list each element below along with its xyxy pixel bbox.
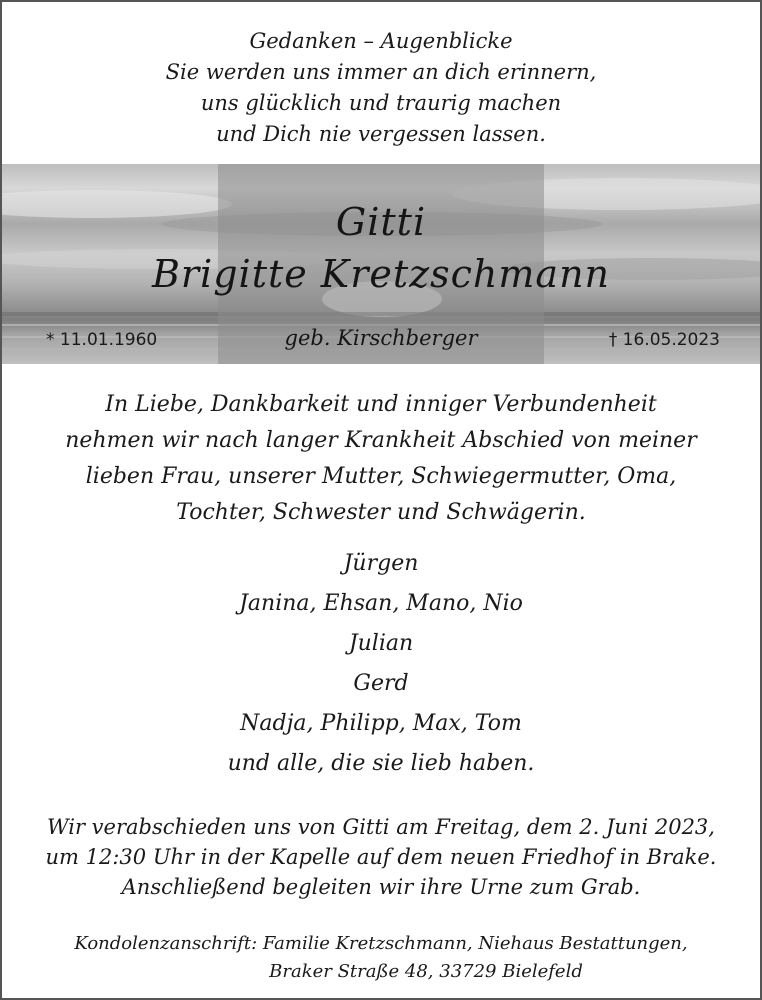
poem-line: und Dich nie vergessen lassen. — [216, 122, 546, 146]
poem-line: uns glücklich und traurig machen — [200, 91, 562, 115]
statement-line: Tochter, Schwester und Schwägerin. — [176, 500, 586, 525]
funeral-line: Anschließend begleiten wir ihre Urne zum Grab. — [121, 875, 641, 899]
mourner-line: Gerd — [353, 671, 409, 696]
mourner-line: Janina, Ehsan, Mano, Nio — [239, 591, 523, 616]
address-line: Kondolenzanschrift: Familie Kretzschmann, Niehaus Bestattungen, — [74, 933, 688, 954]
mourner-line: und alle, die sie lieb haben. — [227, 751, 535, 776]
statement-line: nehmen wir nach langer Krankheit Abschied von meiner — [65, 428, 697, 453]
mourner-line: Nadja, Philipp, Max, Tom — [240, 711, 522, 736]
poem-line: Sie werden uns immer an dich erinnern, — [165, 60, 597, 84]
deceased-nickname: Gitti — [335, 200, 427, 244]
funeral-details — [2, 812, 760, 902]
mourner-line: Jürgen — [343, 551, 419, 576]
deceased-full-name: Brigitte Kretzschmann — [151, 252, 611, 296]
poem-line: Gedanken – Augenblicke — [249, 29, 513, 53]
funeral-line: um 12:30 Uhr in der Kapelle auf dem neuen Friedhof in Brake. — [45, 845, 717, 869]
death-date: † 16.05.2023 — [608, 330, 720, 350]
address-line: Braker Straße 48, 33729 Bielefeld — [269, 961, 583, 982]
maiden-name: geb. Kirschberger — [284, 326, 478, 350]
funeral-line: Wir verabschieden uns von Gitti am Freitag, dem 2. Juni 2023, — [47, 815, 715, 839]
statement-line: In Liebe, Dankbarkeit und inniger Verbundenheit — [105, 392, 657, 417]
mourners-list — [2, 544, 760, 784]
birth-date: * 11.01.1960 — [46, 330, 158, 350]
statement-line: lieben Frau, unserer Mutter, Schwiegermutter, Oma, — [85, 464, 677, 489]
condolence-address — [2, 930, 760, 986]
farewell-statement — [2, 387, 760, 531]
memorial-poem — [2, 26, 760, 150]
mourner-line: Julian — [348, 631, 414, 656]
